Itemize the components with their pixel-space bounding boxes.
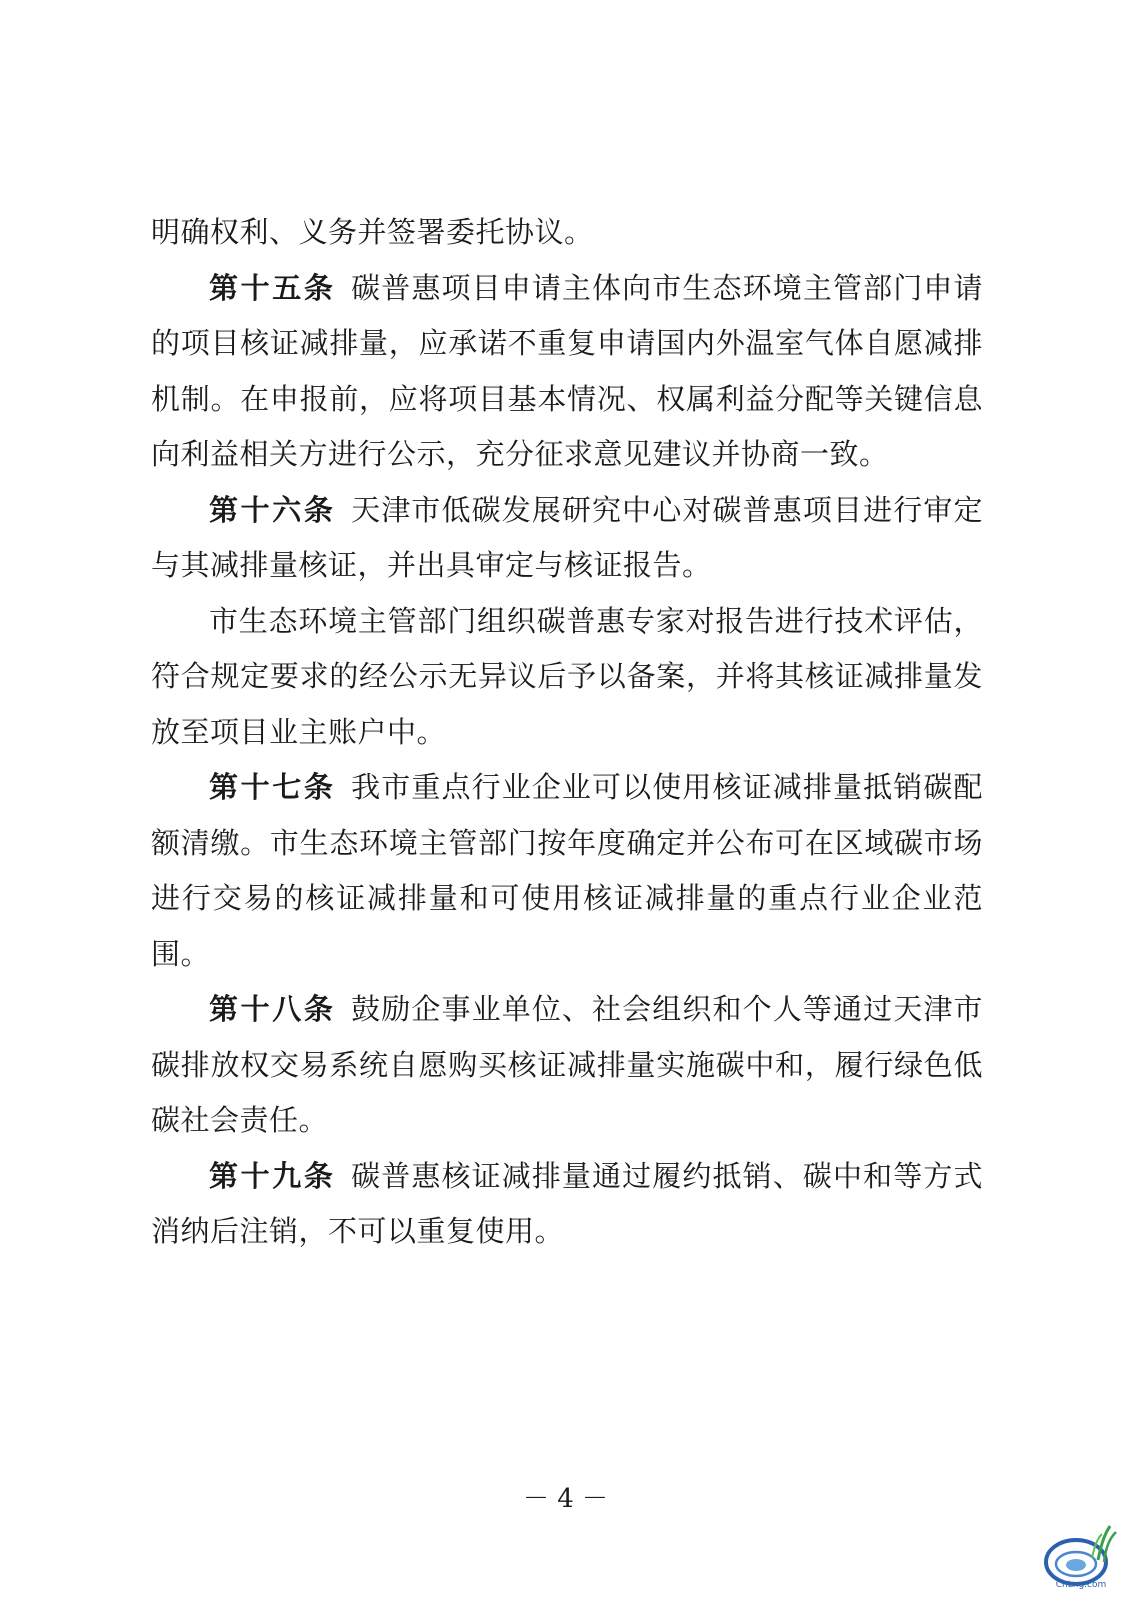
article-15: [151, 261, 983, 483]
article-17: [151, 760, 983, 982]
document-body: [151, 205, 983, 1260]
article-heading: 第十八条: [209, 992, 336, 1026]
article-16: [151, 483, 983, 594]
article-heading: 第十九条: [209, 1158, 336, 1193]
paragraph-text: 市生态环境主管部门组织碳普惠专家对报告进行技术评估，符合规定要求的经公示无异议后予以备案，并将其核证减排量发放至项目业主账户中。: [151, 603, 983, 749]
article-heading: 第十七条: [209, 770, 336, 804]
article-18: [151, 982, 983, 1149]
watermark-text: CnLng.com: [1055, 1580, 1107, 1590]
paragraph-text: 明确权利、义务并签署委托协议。: [151, 215, 594, 249]
paragraph-1: [151, 205, 983, 261]
paragraph-text: 碳普惠核证减排量通过履约抵销、碳中和等方式消纳后注销，不可以重复使用。: [151, 1158, 983, 1248]
paragraph-text: 我市重点行业企业可以使用核证减排量抵销碳配额清缴。市生态环境主管部门按年度确定并公布可在区域碳市场进行交易的核证减排量和可使用核证减排量的重点行业企业范围。: [151, 770, 983, 971]
paragraph-text: 鼓励企事业单位、社会组织和个人等通过天津市碳排放权交易系统自愿购买核证减排量实施碳中和，履行绿色低碳社会责任。: [151, 992, 983, 1137]
article-heading: 第十六条: [209, 492, 336, 527]
page-number: － 4 －: [522, 1484, 609, 1514]
paragraph-text: 天津市低碳发展研究中心对碳普惠项目进行审定与其减排量核证，并出具审定与核证报告。: [151, 492, 983, 582]
paragraph-16-cont: [151, 594, 983, 761]
article-19: [151, 1149, 983, 1260]
paragraph-text: 碳普惠项目申请主体向市生态环境主管部门申请的项目核证减排量，应承诺不重复申请国内外温室气体自愿减排机制。在申报前，应将项目基本情况、权属利益分配等关键信息向利益相关方进行公示，充分征求意见建议并协商一致。: [151, 270, 983, 471]
article-heading: 第十五条: [209, 270, 336, 305]
